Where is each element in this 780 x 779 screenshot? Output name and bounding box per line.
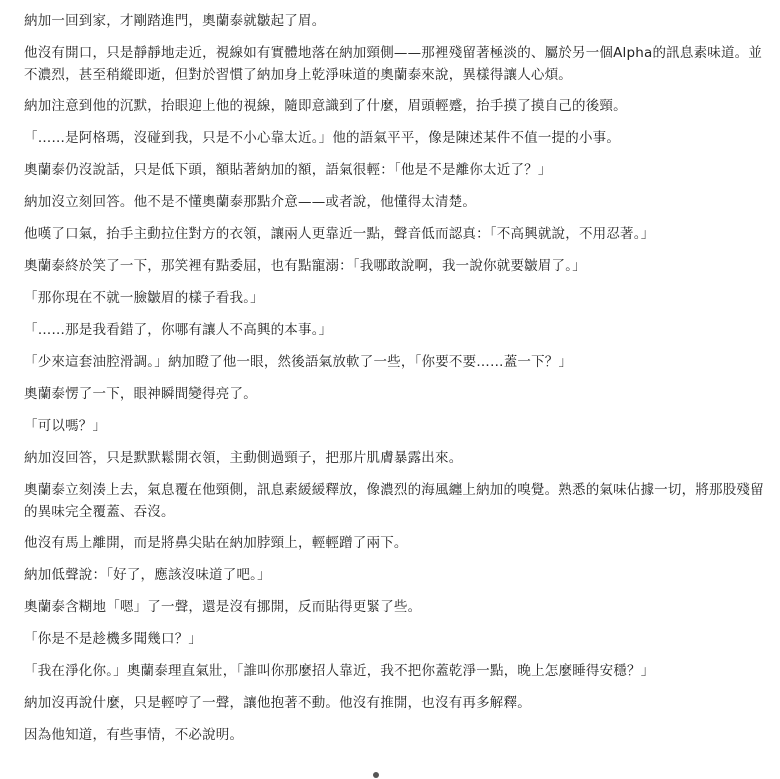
paragraph: 納加一回到家，才剛踏進門，奧蘭泰就皺起了眉。 xyxy=(24,13,326,29)
paragraph: 「……是阿格瑪，沒碰到我，只是不小心靠太近。」他的語氣平平，像是陳述某件不值一提的小事。 xyxy=(24,130,621,146)
paragraph: 奧蘭泰終於笑了一下，那笑裡有點委屈，也有點寵溺：「我哪敢說啊，我一說你就要皺眉了。」 xyxy=(24,258,586,274)
paragraph: 奧蘭泰立刻湊上去，氣息覆在他頸側，訊息素緩緩釋放，像濃烈的海風纏上納加的嗅覺。熟悉的氣味佔據一切，將那股殘留的異味完全覆蓋、吞沒。 xyxy=(24,482,764,520)
paragraph: 納加注意到他的沉默，抬眼迎上他的視線，隨即意識到了什麼，眉頭輕蹙，抬手摸了摸自己的後頸。 xyxy=(24,98,627,114)
paragraph: 納加沒回答，只是默默鬆開衣領，主動側過頸子，把那片肌膚暴露出來。 xyxy=(24,450,463,466)
paragraph: 「那你現在不就一臉皺眉的樣子看我。」 xyxy=(24,290,264,306)
paragraph: 納加低聲說：「好了，應該沒味道了吧。」 xyxy=(24,567,271,583)
scroll-indicator-icon xyxy=(373,772,379,778)
paragraph: 「你是不是趁機多聞幾口？」 xyxy=(24,631,203,647)
paragraph: 「可以嗎？」 xyxy=(24,418,107,434)
paragraph: 奧蘭泰含糊地「嗯」了一聲，還是沒有挪開，反而貼得更緊了些。 xyxy=(24,599,422,615)
paragraph: 奧蘭泰愣了一下，眼神瞬間變得亮了。 xyxy=(24,386,257,402)
paragraph: 納加沒立刻回答。他不是不懂奧蘭泰那點介意——或者說，他懂得太清楚。 xyxy=(24,194,477,210)
paragraph: 納加沒再說什麼，只是輕哼了一聲，讓他抱著不動。他沒有推開，也沒有再多解釋。 xyxy=(24,695,531,711)
article-body xyxy=(24,10,764,756)
paragraph: 「我在淨化你。」奧蘭泰理直氣壯，「誰叫你那麼招人靠近，我不把你蓋乾淨一點，晚上怎麼睡得安穩？」 xyxy=(24,663,655,679)
paragraph: 「少來這套油腔滑調。」納加瞪了他一眼，然後語氣放軟了一些，「你要不要……蓋一下？」 xyxy=(24,354,573,370)
paragraph: 奧蘭泰仍沒說話，只是低下頭，額貼著納加的額，語氣很輕：「他是不是離你太近了？」 xyxy=(24,162,552,178)
paragraph: 他嘆了口氣，抬手主動拉住對方的衣領，讓兩人更靠近一點，聲音低而認真：「不高興就說，不用忍著。」 xyxy=(24,226,655,242)
paragraph: 他沒有開口，只是靜靜地走近，視線如有實體地落在納加頸側——那裡殘留著極淡的、屬於另一個Alpha的訊息素味道。並不濃烈，甚至稍縱即逝，但對於習慣了納加身上乾淨味道的奧蘭泰來說，異樣得讓人心煩。 xyxy=(24,45,763,83)
paragraph: 他沒有馬上離開，而是將鼻尖貼在納加脖頸上，輕輕蹭了兩下。 xyxy=(24,535,408,551)
paragraph: 「……那是我看錯了，你哪有讓人不高興的本事。」 xyxy=(24,322,333,338)
paragraph: 因為他知道，有些事情，不必說明。 xyxy=(24,727,244,743)
